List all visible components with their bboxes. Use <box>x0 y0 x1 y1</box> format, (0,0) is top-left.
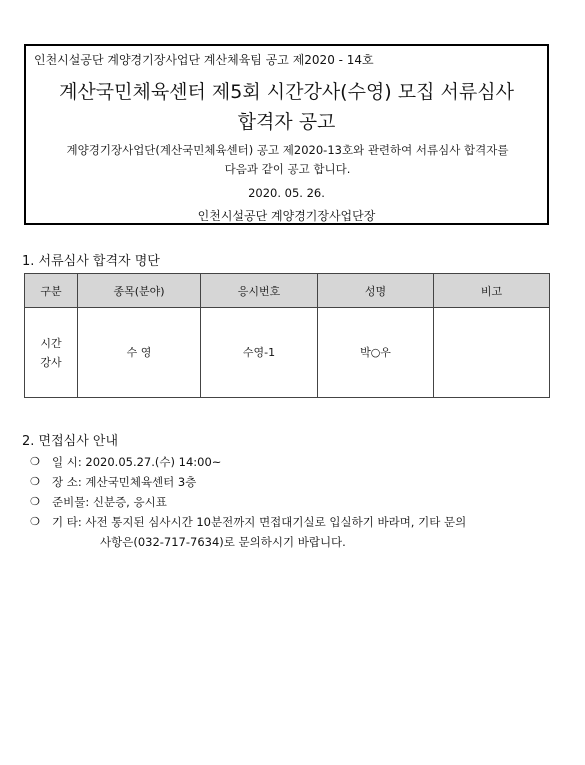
list-item <box>30 452 565 472</box>
list-item <box>30 512 565 532</box>
cell-field: 수 영 <box>78 308 201 398</box>
notice-body-line1: 계양경기장사업단(계산국민체육센터) 공고 제2020-13호와 관련하여 서류심사 합격자를 <box>66 143 509 157</box>
header-field: 종목(분야) <box>78 274 201 308</box>
circle-bullet-icon: ❍ <box>30 515 40 528</box>
list-item <box>30 472 565 492</box>
section1-title: 1. 서류심사 합격자 명단 <box>22 254 160 269</box>
list-item <box>30 492 565 512</box>
interview-info-list <box>30 452 565 552</box>
cell-category-line2: 강사 <box>40 355 62 369</box>
notice-title-line1: 계산국민체육센터 제5회 시간강사(수영) 모집 서류심사 <box>59 81 514 103</box>
header-category: 구분 <box>25 274 78 308</box>
notice-date: 2020. 05. 26. <box>248 186 325 200</box>
cell-category-line1: 시간 <box>40 336 62 350</box>
notice-title-line2: 합격자 공고 <box>237 111 336 133</box>
header-note: 비고 <box>434 274 550 308</box>
notice-reference: 인천시설공단 계양경기장사업단 계산체육팀 공고 제2020 - 14호 <box>34 53 374 67</box>
header-number: 응시번호 <box>201 274 318 308</box>
section2-title: 2. 면접심사 안내 <box>22 434 119 449</box>
info-location: 장 소: 계산국민체육센터 3층 <box>52 475 197 489</box>
info-materials: 준비물: 신분증, 응시표 <box>52 495 167 509</box>
table-row <box>25 308 550 398</box>
table-header-row <box>25 274 550 308</box>
cell-name: 박○우 <box>318 308 434 398</box>
cell-note <box>434 308 550 398</box>
notice-title <box>26 77 547 137</box>
notice-box <box>24 44 549 225</box>
info-other-continued: 사항은(032-717-7634)로 문의하시기 바랍니다. <box>100 535 346 549</box>
circle-bullet-icon: ❍ <box>30 455 40 468</box>
passers-table <box>24 273 550 398</box>
cell-number: 수영-1 <box>201 308 318 398</box>
notice-issuer: 인천시설공단 계양경기장사업단장 <box>197 209 376 223</box>
cell-category <box>25 308 78 398</box>
notice-body <box>32 141 543 179</box>
circle-bullet-icon: ❍ <box>30 475 40 488</box>
circle-bullet-icon: ❍ <box>30 495 40 508</box>
info-other: 기 타: 사전 통지된 심사시간 10분전까지 면접대기실로 입실하기 바라며, 기타 문의 <box>52 515 467 529</box>
header-name: 성명 <box>318 274 434 308</box>
notice-body-line2: 다음과 같이 공고 합니다. <box>224 162 351 176</box>
info-datetime: 일 시: 2020.05.27.(수) 14:00~ <box>52 455 222 469</box>
